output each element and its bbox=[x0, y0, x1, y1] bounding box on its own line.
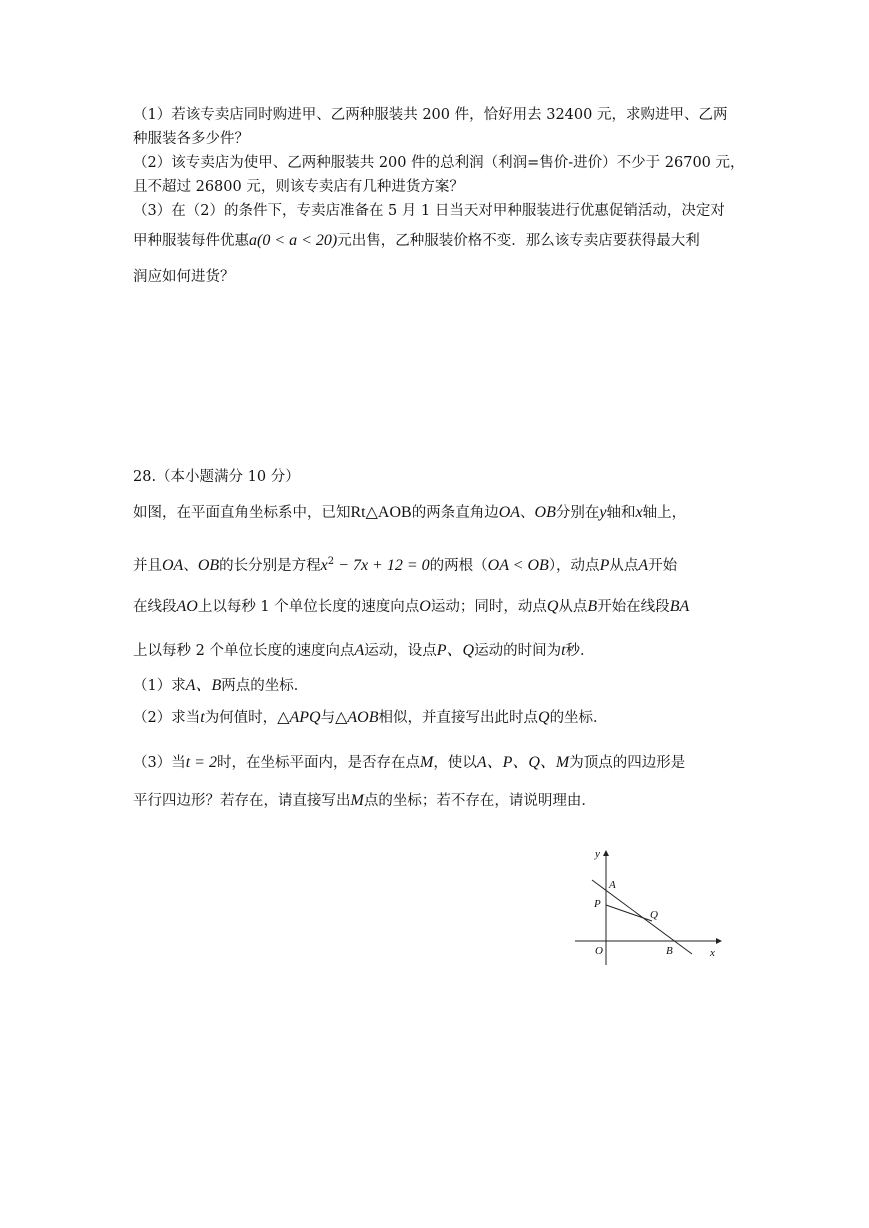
math-run: AO bbox=[176, 598, 198, 615]
text-run: 从点 bbox=[609, 557, 639, 574]
text-run: 运动，设点 bbox=[364, 643, 437, 659]
text-run: 开始在线段 bbox=[597, 599, 670, 615]
text-run: 从点 bbox=[558, 599, 588, 615]
text-run: 上以每秒 1 个单位长度的速度向点 bbox=[197, 599, 420, 615]
label-x: x bbox=[710, 947, 715, 959]
q-prev-part2-line1: （2）该专卖店为使甲、乙两种服装共 200 件的总利润（利润=售价-进价）不少于 26700 元， bbox=[133, 155, 745, 171]
text-run: 如图，在平面直角坐标系中，已知 bbox=[133, 505, 351, 521]
text-run: 时，在坐标平面内，是否存在点 bbox=[216, 755, 420, 771]
math-run: O bbox=[419, 598, 431, 615]
math-run: x bbox=[635, 504, 643, 521]
text-run: 两点的坐标． bbox=[221, 678, 309, 694]
q28-line1 bbox=[133, 502, 753, 524]
q28-part3-line2 bbox=[133, 790, 753, 812]
text-run: 的长分别是方程 bbox=[219, 557, 321, 574]
math-run: △APQ bbox=[277, 709, 321, 726]
label-p: P bbox=[594, 898, 601, 910]
label-b: B bbox=[666, 945, 673, 957]
text-run: 在线段 bbox=[133, 599, 177, 615]
math-run: △AOB bbox=[335, 709, 379, 726]
text-run: 运动的时间为 bbox=[474, 643, 562, 659]
q-prev-part1-line2: 种服装各多少件？ bbox=[133, 131, 249, 147]
q28-part3-line1 bbox=[133, 752, 753, 774]
q-prev-part1-line1: （1）若该专卖店同时购进甲、乙两种服装共 200 件，恰好用去 32400 元，求购进甲、乙两 bbox=[133, 107, 728, 123]
q28-part2 bbox=[133, 707, 753, 729]
text-run: （2）求当 bbox=[133, 710, 201, 726]
text-run: 的两条直角边 bbox=[411, 505, 499, 521]
q28-part1 bbox=[133, 675, 753, 697]
q-prev-part3-line1: （3）在（2）的条件下，专卖店准备在 5 月 1 日当天对甲种服装进行优惠促销活动，决定对 bbox=[133, 203, 725, 219]
math-run: x bbox=[320, 556, 328, 574]
math-run: t bbox=[200, 709, 205, 726]
text-run: 运动；同时，动点 bbox=[430, 599, 547, 615]
math-run: OA < OB bbox=[487, 556, 549, 574]
text-run: 并且 bbox=[133, 557, 162, 574]
q28-line3 bbox=[133, 596, 753, 618]
label-q: Q bbox=[650, 909, 658, 921]
math-run: OA bbox=[162, 556, 184, 574]
q-prev-part3-line3: 润应如何进货？ bbox=[133, 269, 235, 285]
math-run: B bbox=[587, 598, 598, 615]
text-run: 秒． bbox=[565, 643, 595, 659]
math-run: t = 2 bbox=[185, 754, 217, 771]
text-run: 、 bbox=[520, 505, 535, 521]
text-run: 上以每秒 2 个单位长度的速度向点 bbox=[133, 643, 355, 659]
math-run: Q bbox=[538, 709, 550, 726]
math-run: y bbox=[599, 504, 607, 521]
text-run: 分别在 bbox=[555, 505, 600, 521]
math-run: M bbox=[350, 792, 364, 809]
text-run: ，使以 bbox=[433, 755, 477, 771]
math-run: A、B bbox=[185, 677, 222, 694]
math-run: t bbox=[561, 642, 566, 659]
q-prev-part2-line2: 且不超过 26800 元，则该专卖店有几种进货方案？ bbox=[133, 179, 464, 195]
math-run: Q bbox=[546, 598, 559, 615]
text-run: 轴上， bbox=[642, 505, 687, 521]
q28-line2 bbox=[133, 551, 753, 577]
text-run: 与 bbox=[320, 710, 336, 726]
math-run: Rt△AOB bbox=[350, 504, 412, 521]
math-run: A bbox=[638, 556, 649, 574]
text-run: （3）当 bbox=[133, 755, 186, 771]
math-run: P bbox=[599, 556, 610, 574]
text-run: 、 bbox=[183, 557, 198, 574]
text-run: 元出售，乙种服装价格不变．那么该专卖店要获得最大利 bbox=[337, 233, 700, 249]
y-axis-arrow-icon bbox=[603, 850, 609, 856]
label-a: A bbox=[609, 879, 616, 891]
q-prev-part3-line2 bbox=[133, 230, 753, 252]
q28-heading: 28.（本小题满分 10 分） bbox=[133, 469, 300, 485]
math-run: A bbox=[354, 642, 365, 659]
label-y: y bbox=[595, 848, 600, 860]
text-run: 点的坐标；若不存在，请说明理由． bbox=[363, 793, 596, 809]
math-run: A、P、Q、M bbox=[476, 754, 570, 771]
text-run: 相似，并直接写出此时点 bbox=[378, 710, 538, 726]
text-run: 为顶点的四边形是 bbox=[569, 755, 686, 771]
q28-line4 bbox=[133, 640, 753, 662]
text-run: 的坐标． bbox=[549, 710, 608, 726]
coordinate-figure bbox=[570, 840, 730, 970]
text-run: 开始 bbox=[648, 557, 678, 574]
math-run: M bbox=[419, 754, 434, 771]
text-run: 甲种服装每件优惠 bbox=[133, 233, 249, 249]
math-run: OB bbox=[197, 556, 220, 574]
text-run: （1）求 bbox=[133, 678, 186, 694]
text-run: 轴和 bbox=[606, 505, 636, 521]
math-run: − 7x + 12 = 0 bbox=[334, 556, 430, 574]
math-run: P、Q bbox=[436, 642, 475, 659]
text-run: ），动点 bbox=[548, 557, 600, 574]
math-inequality: a(0 < a < 20) bbox=[249, 232, 338, 249]
text-run: 为何值时， bbox=[204, 710, 278, 726]
label-origin: O bbox=[595, 945, 603, 957]
x-axis-arrow-icon bbox=[716, 938, 722, 944]
math-run: OA bbox=[498, 504, 521, 521]
math-run: OB bbox=[534, 504, 556, 521]
text-run: 平行四边形？若存在，请直接写出 bbox=[133, 793, 351, 809]
text-run: 的两根（ bbox=[429, 557, 488, 574]
exponent: 2 bbox=[327, 556, 335, 567]
math-run: BA bbox=[669, 598, 690, 615]
